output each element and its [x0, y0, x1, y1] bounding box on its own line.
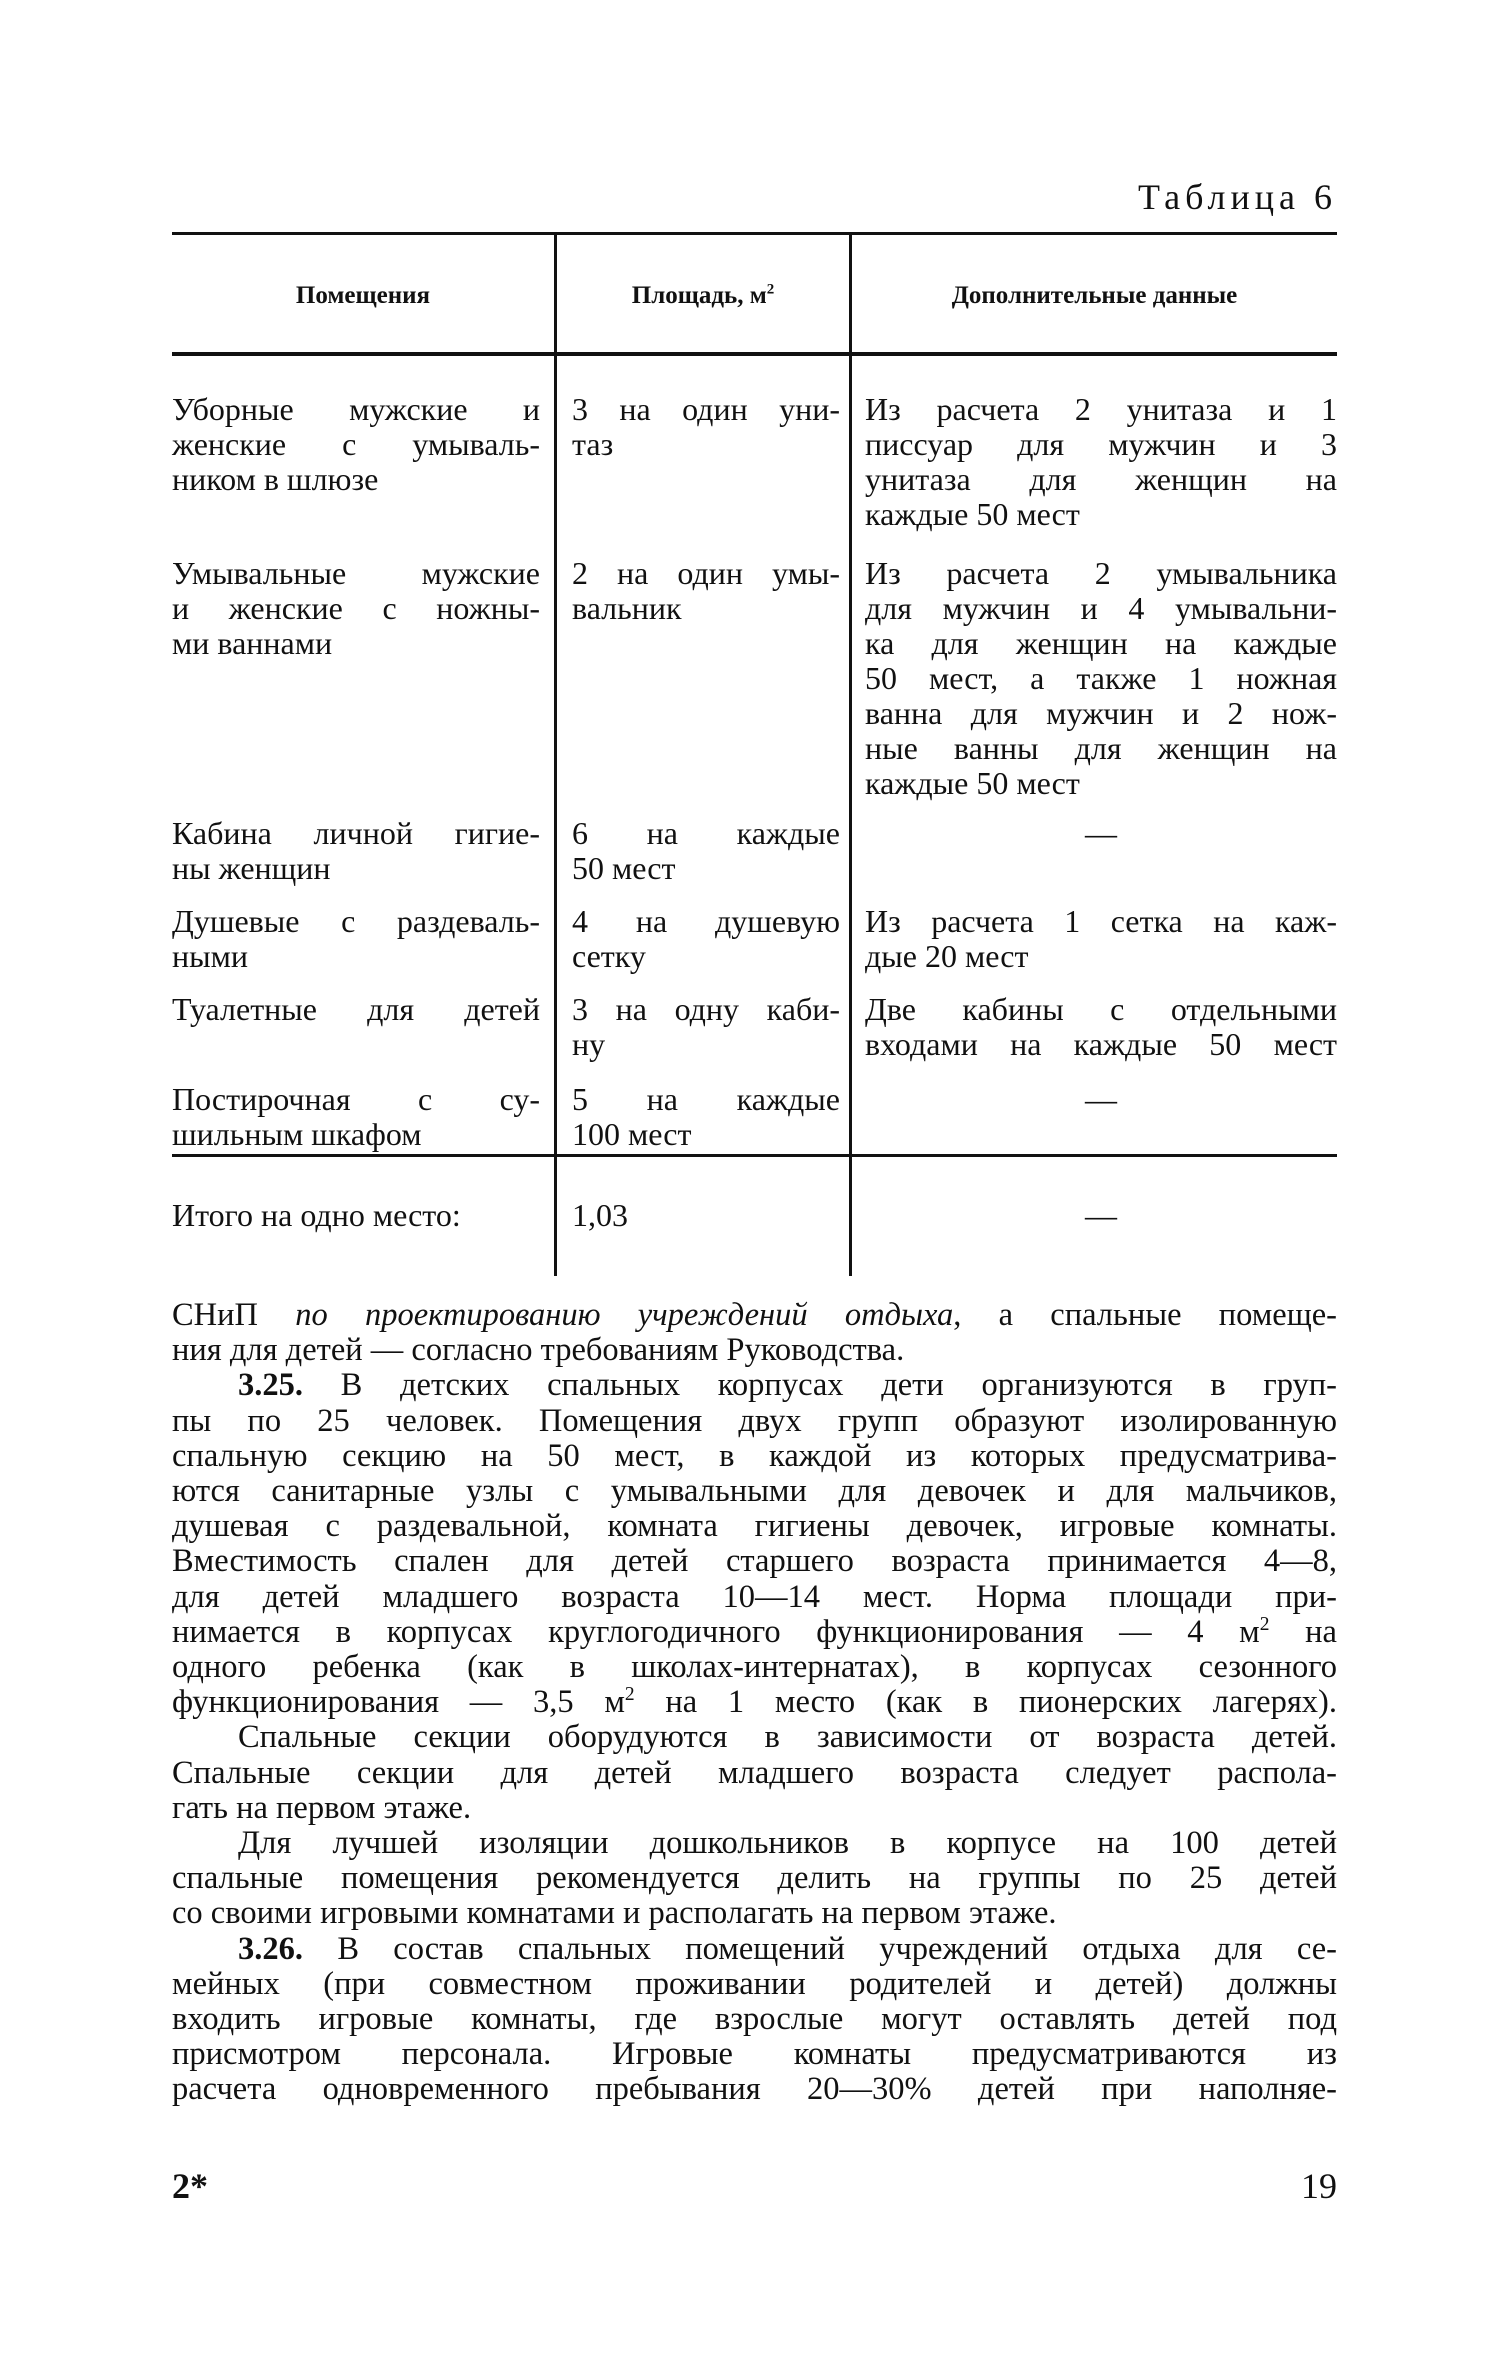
text-line: душевая с раздевальной, комната гигиены девочек, игровые комнаты.: [172, 1508, 1337, 1545]
text-line: пы по 25 человек. Помещения двух групп образуют изолированную: [172, 1402, 1337, 1439]
text-line: Спальные секции для детей младшего возраста следует распола-: [172, 1754, 1337, 1791]
text-line: Вместимость спален для детей старшего возраста принимается 4—8,: [172, 1543, 1337, 1580]
extra-cell: —: [1085, 815, 1117, 851]
extra-cell: Из расчета 1 сетка на каж- дые 20 мест: [865, 903, 1337, 974]
area-cell: 2 на один умы- вальник: [572, 555, 840, 626]
data-table: [172, 232, 1337, 1276]
text-line: нимается в корпусах круглогодичного функционирования — 4 $м^2$ на: [172, 1613, 1337, 1650]
header-rooms: Помещения: [295, 282, 431, 309]
room-cell: Душевые с раздеваль- ными: [172, 903, 540, 974]
extra-cell: Из расчета 2 умывальника для мужчин и 4 умывальни- ка для женщин на каждые 50 мест, а также 1 ножная ванна для мужчин и 2 нож- ные ванны для женщин на каждые 50 мест: [865, 555, 1337, 801]
total-extra: —: [1085, 1197, 1117, 1233]
room-cell: Постирочная с су- шильным шкафом: [172, 1081, 540, 1152]
column-divider: [849, 232, 852, 1276]
text-line: спальные помещения рекомендуется делить на группы по 25 детей: [172, 1860, 1337, 1897]
room-cell: Умывальные мужские и женские с ножны- ми ваннами: [172, 555, 540, 661]
text-line: мейных (при совместном проживании родителей и детей) должны: [172, 1965, 1337, 2002]
text-line: СНиП по проектированию учреждений отдыха, а спальные помеще-: [172, 1297, 1337, 1333]
total-value: 1,03: [572, 1197, 628, 1233]
table-top-rule: [172, 232, 1337, 235]
page: [172, 0, 1337, 2362]
body-text: [172, 1298, 1337, 2108]
signature-mark: 2*: [172, 2166, 208, 2206]
area-cell: 4 на душевую сетку: [572, 903, 840, 974]
text-line: входить игровые комнаты, где взрослые могут оставлять детей под: [172, 2001, 1337, 2038]
area-cell: 6 на каждые 50 мест: [572, 815, 840, 886]
text-line: Для лучшей изоляции дошкольников в корпусе на 100 детей: [238, 1825, 1337, 1862]
text-line: одного ребенка (как в школах-интернатах), в корпусах сезонного: [172, 1649, 1337, 1686]
extra-cell: Из расчета 2 унитаза и 1 писсуар для мужчин и 3 унитаза для женщин на каждые 50 мест: [865, 391, 1337, 532]
text-line: со своими игровыми комнатами и располагать на первом этаже.: [172, 1895, 1057, 1932]
room-cell: Уборные мужские и женские с умываль- ником в шлюзе: [172, 391, 540, 497]
section-3-25-line: 3.25. В детских спальных корпусах дети организуются в груп-: [238, 1367, 1337, 1404]
text-line: гать на первом этаже.: [172, 1789, 472, 1826]
room-cell: Кабина личной гигие- ны женщин: [172, 815, 540, 886]
area-cell: 3 на одну каби- ну: [572, 991, 840, 1062]
text-line: для детей младшего возраста 10—14 мест. Норма площади при-: [172, 1578, 1337, 1615]
header-area: Площадь, $м^2$: [631, 281, 775, 309]
text-line: ния для детей — согласно требованиям Руководства.: [172, 1332, 905, 1369]
extra-cell: Две кабины с отдельными входами на каждые 50 мест: [865, 991, 1337, 1062]
text-line: Спальные секции оборудуются в зависимости от возраста детей.: [238, 1719, 1337, 1756]
text-line: присмотром персонала. Игровые комнаты предусматриваются из: [172, 2036, 1337, 2073]
column-divider: [554, 232, 557, 1276]
total-label: Итого на одно место:: [172, 1197, 461, 1233]
body-bottom-rule: [172, 1154, 1337, 1157]
section-3-26-line: 3.26. В состав спальных помещений учреждений отдыха для се-: [238, 1930, 1337, 1967]
area-cell: 3 на один уни- таз: [572, 391, 840, 462]
text-line: функционирования — 3,5 $м^2$ на 1 место (как в пионерских лагерях).: [172, 1684, 1337, 1721]
area-cell: 5 на каждые 100 мест: [572, 1081, 840, 1152]
header-bottom-rule: [172, 352, 1337, 356]
header-extra: Дополнительные данные: [951, 282, 1238, 309]
text-line: расчета одновременного пребывания 20—30% детей при наполняе-: [172, 2071, 1337, 2108]
page-number: 19: [1301, 2166, 1337, 2206]
extra-cell: —: [1085, 1081, 1117, 1117]
table-caption: Таблица 6: [1138, 177, 1337, 217]
text-line: ются санитарные узлы с умывальными для девочек и для мальчиков,: [172, 1473, 1337, 1510]
room-cell: Туалетные для детей: [172, 991, 540, 1027]
text-line: спальную секцию на 50 мест, в каждой из которых предусматрива-: [172, 1437, 1337, 1474]
